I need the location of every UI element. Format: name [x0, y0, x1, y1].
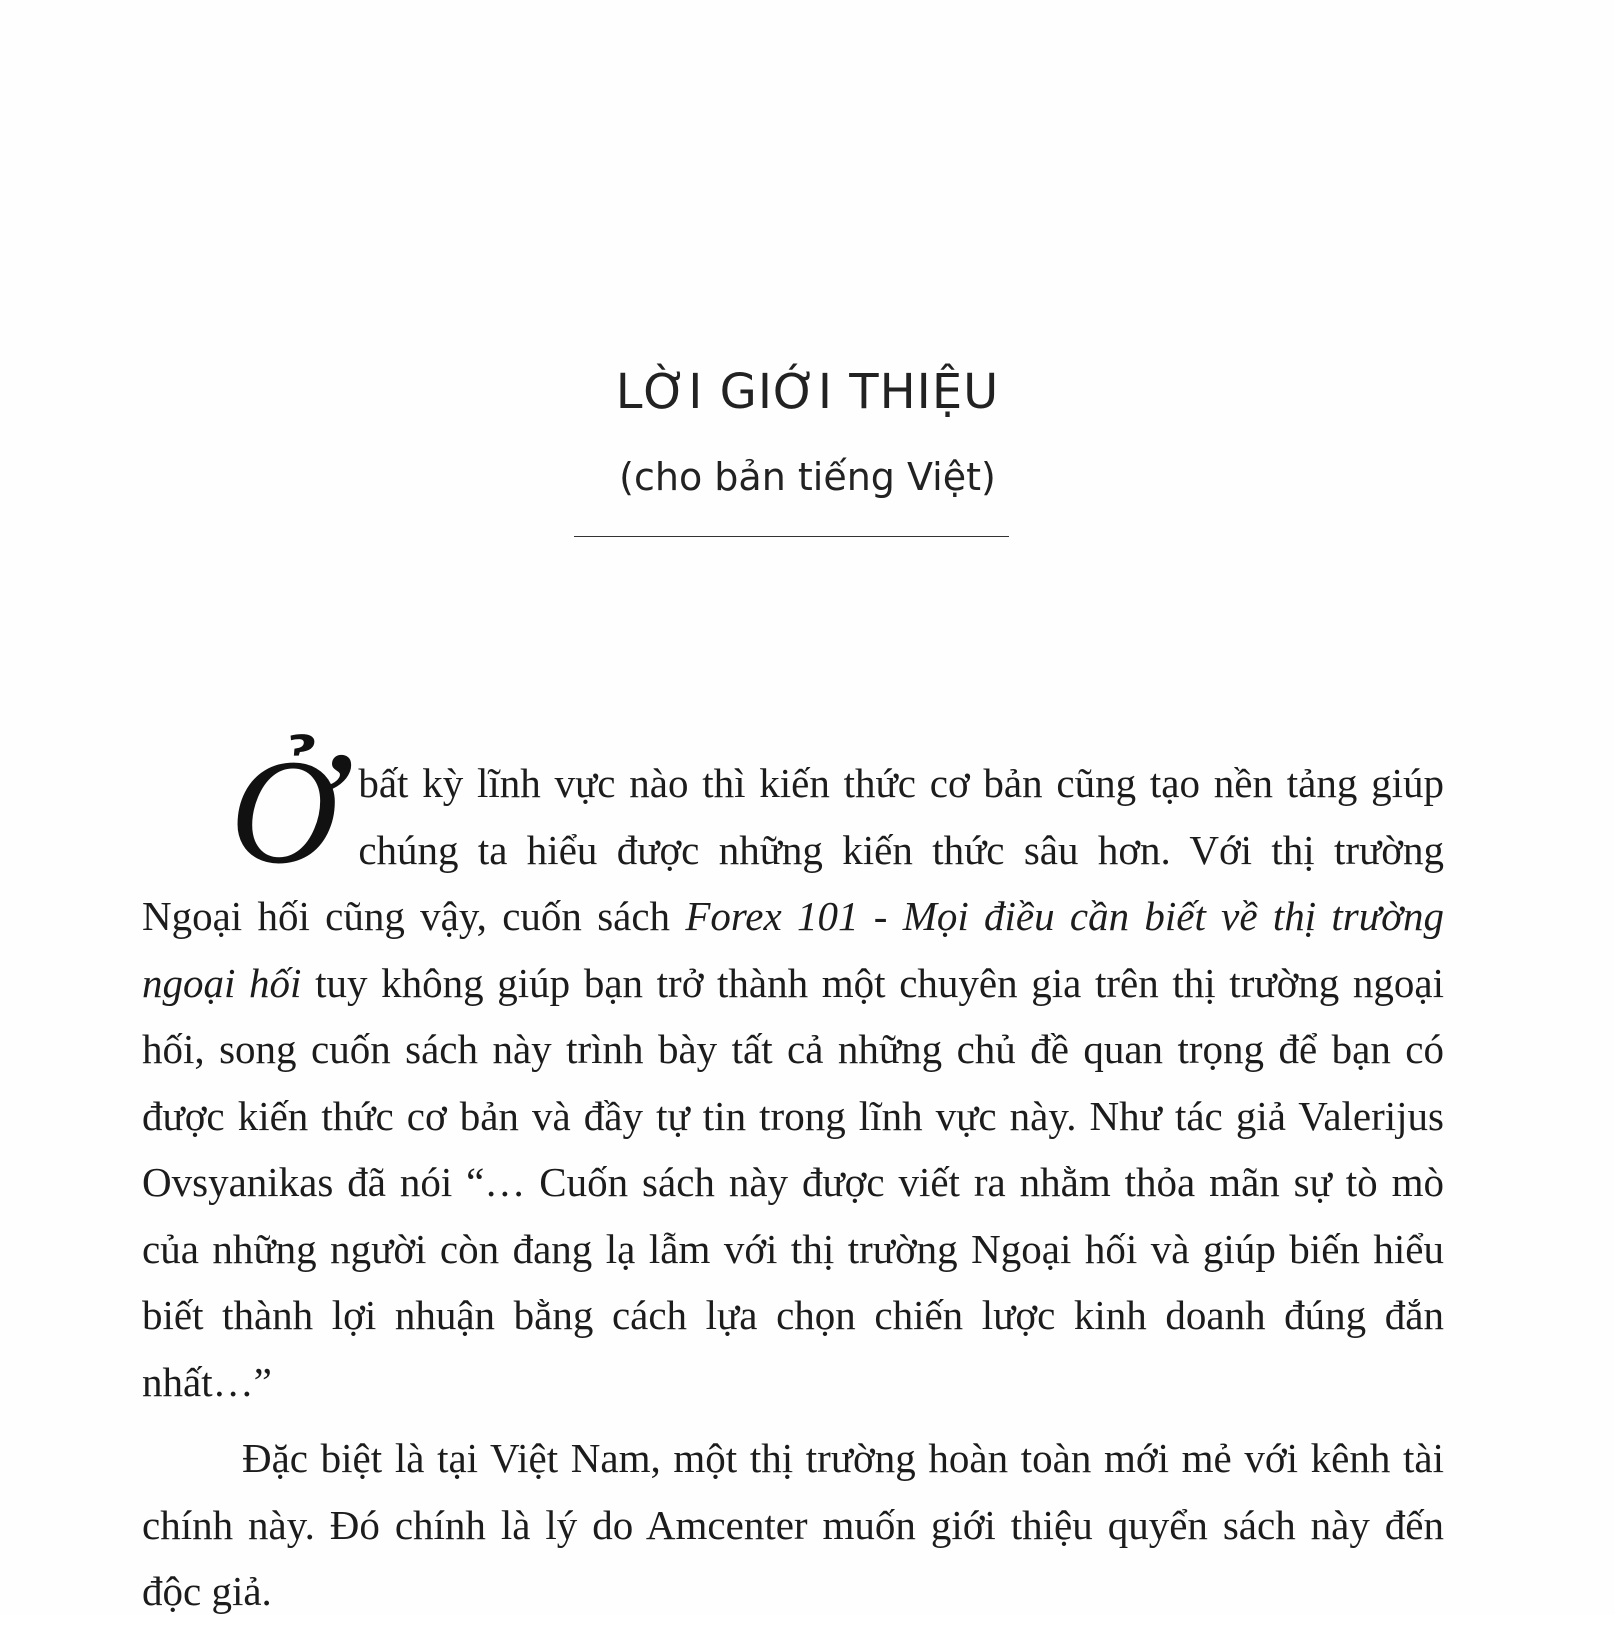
- paragraph-2: Đặc biệt là tại Việt Nam, một thị trường hoàn toàn mới mẻ với kênh tài chính này. Đó chính là lý do Amcenter muốn giới thiệu quyển sách này đến độc giả.: [142, 1435, 1444, 1614]
- body-text: [142, 729, 1444, 1625]
- book-title: Forex 101 - Mọi điều cần biết về thị trường ngoại hối: [142, 893, 1444, 1006]
- chapter-title: LỜI GIỚI THIỆU: [615, 364, 1000, 420]
- title-divider: [574, 536, 1009, 537]
- paragraph-1-text-a: bất kỳ lĩnh vực nào thì kiến thức cơ bản cũng tạo nền tảng giúp chúng ta hiểu được những kiến thức sâu hơn. Với thị trường Ngoại hối cũng vậy, cuốn sách: [142, 760, 1444, 939]
- paragraph-1: [142, 729, 1444, 1415]
- drop-cap: Ở: [230, 729, 339, 895]
- paragraph-1-text-b: tuy không giúp bạn trở thành một chuyên gia trên thị trường ngoại hối, song cuốn sách này trình bày tất cả những chủ đề quan trọng để bạn có được kiến thức cơ bản và đầy tự tin trong lĩnh vực này. Như tác giả Valerijus Ovsyanikas đã nói “… Cuốn sách này được viết ra nhằm thỏa mãn sự tò mò của những người còn đang lạ lẫm với thị trường Ngoại hối và giúp biến hiểu biết thành lợi nhuận bằng cách lựa chọn chiến lược kinh doanh đúng đắn nhất…”: [142, 959, 1444, 1405]
- chapter-subtitle: (cho bản tiếng Việt): [619, 455, 996, 499]
